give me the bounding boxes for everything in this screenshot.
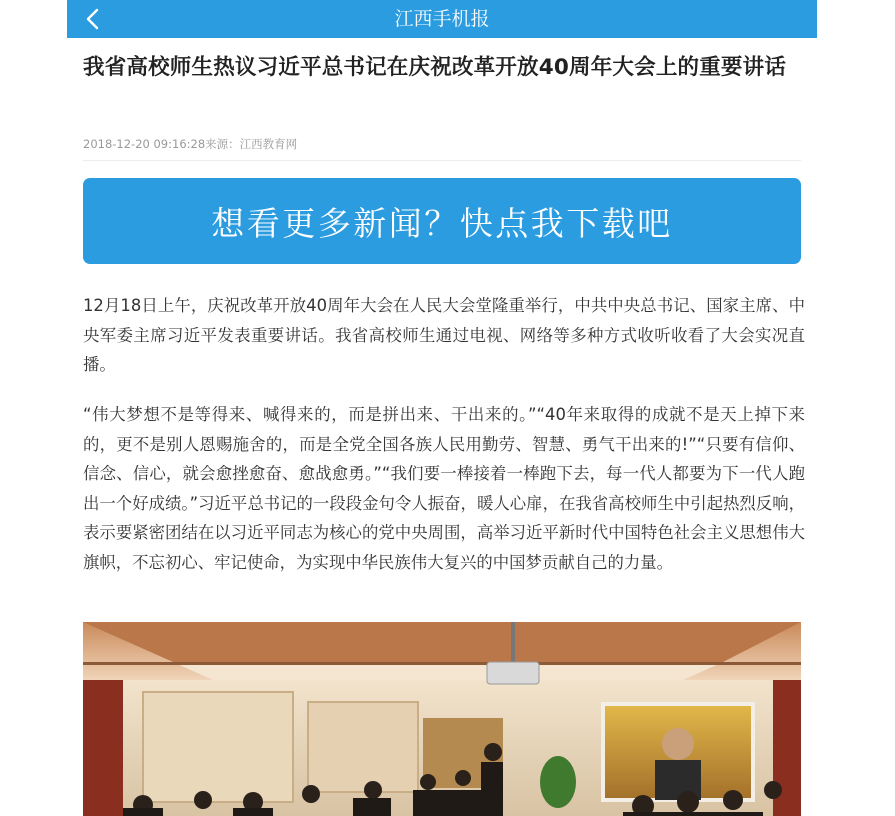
article-meta: 2018-12-20 09:16:28来源：江西教育网: [83, 137, 298, 151]
download-banner-button[interactable]: [83, 178, 801, 264]
article-headline: 我省高校师生热议习近平总书记在庆祝改革开放40周年大会上的重要讲话: [83, 55, 787, 80]
banner-label: 想看更多新闻？快点我下载吧: [211, 203, 673, 243]
meeting-room-image: [83, 622, 801, 816]
article-paragraph: “伟大梦想不是等得来、喊得来的，而是拼出来、干出来的。”“40年来取得的成就不是天上掉下来的，更不是别人恩赐施舍的，而是全党全国各族人民用勤劳、智慧、勇气干出来的!”“只要有信仰、信念、信心，就会愈挫愈奋、愈战愈勇。”“我们要一棒接着一棒跑下去，每一代人都要为下一代人跑出一个好成绩。”习近平总书记的一段段金句令人振奋，暖人心扉，在我省高校师生中引起热烈反响，表示要紧密团结在以习近平同志为核心的党中央周围，高举习近平新时代中国特色社会主义思想伟大旗帜，不忘初心、牢记使命，为实现中华民族伟大复兴的中国梦贡献自己的力量。: [83, 405, 805, 572]
divider: [83, 160, 801, 161]
article-paragraph: 12月18日上午，庆祝改革开放40周年大会在人民大会堂隆重举行，中共中央总书记、国家主席、中央军委主席习近平发表重要讲话。我省高校师生通过电视、网络等多种方式收听收看了大会实况直播。: [83, 296, 805, 375]
header-bar: [67, 0, 817, 38]
article-photo: [83, 622, 801, 816]
app-title: 江西手机报: [394, 8, 490, 30]
